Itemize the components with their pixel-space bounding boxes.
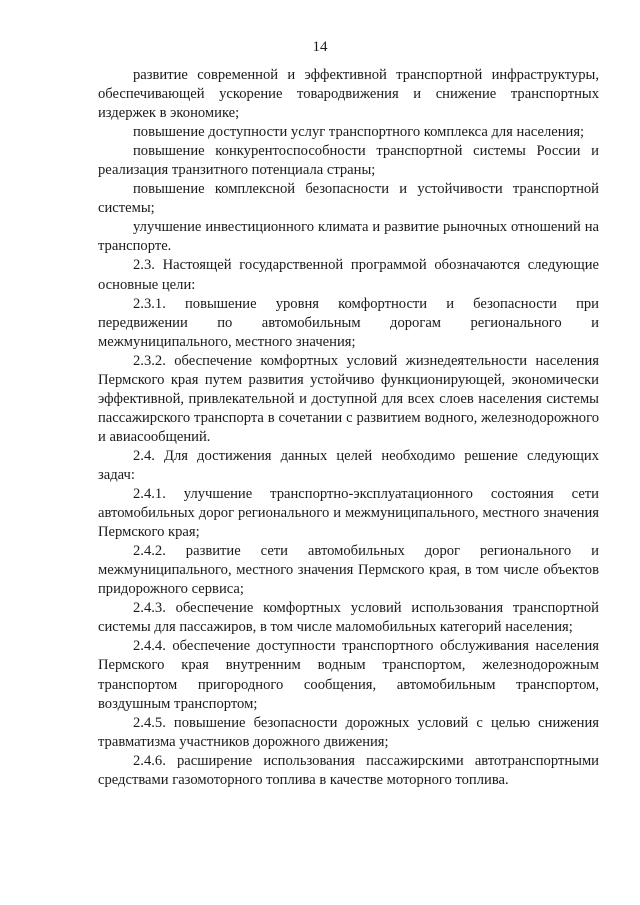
- page-number: 14: [312, 39, 328, 55]
- section-2-4: 2.4. Для достижения данных целей необходимо решение следующих задач:: [98, 447, 599, 483]
- item-2-3-1: 2.3.1. повышение уровня комфортности и безопасности при передвижении по автомобильным дорогам регионального и межмуниципального, местного значения;: [98, 295, 599, 350]
- item-2-4-1: 2.4.1. улучшение транспортно-эксплуатационного состояния сети автомобильных дорог регионального и межмуниципального, местного значения Пермского края;: [98, 486, 599, 541]
- item-2-4-3: 2.4.3. обеспечение комфортных условий использования транспортной системы для пассажиров, в том числе маломобильных категорий населения;: [98, 600, 599, 636]
- paragraph-goal-accessibility: повышение доступности услуг транспортного комплекса для населения;: [133, 124, 585, 141]
- paragraph-goal-competitiveness: повышение конкурентоспособности транспортной системы России и реализация транзитного потенциала страны;: [98, 143, 599, 179]
- document-body: [98, 66, 599, 790]
- paragraph-goal-infrastructure: развитие современной и эффективной транспортной инфраструктуры, обеспечивающей ускорение товародвижения и снижение транспортных издержек в экономике;: [98, 67, 599, 122]
- paragraph-goal-safety: повышение комплексной безопасности и устойчивости транспортной системы;: [98, 181, 599, 217]
- item-2-4-2: 2.4.2. развитие сети автомобильных дорог регионального и межмуниципального, местного значения Пермского края, в том числе объектов придорожного сервиса;: [98, 543, 599, 598]
- section-2-3: 2.3. Настоящей государственной программой обозначаются следующие основные цели:: [98, 257, 599, 293]
- item-2-4-6: 2.4.6. расширение использования пассажирскими автотранспортными средствами газомоторного топлива в качестве моторного топлива.: [98, 752, 599, 788]
- item-2-4-5: 2.4.5. повышение безопасности дорожных условий с целью снижения травматизма участников дорожного движения;: [98, 714, 599, 750]
- paragraph-goal-investment: улучшение инвестиционного климата и развитие рыночных отношений на транспорте.: [98, 219, 599, 255]
- item-2-3-2: 2.3.2. обеспечение комфортных условий жизнедеятельности населения Пермского края путем развития устойчиво функционирующей, экономически эффективной, привлекательной и доступной для всех слоев населения системы пассажирского транспорта в сочетании с развитием водного, железнодорожного и авиасообщений.: [98, 352, 599, 445]
- item-2-4-4: 2.4.4. обеспечение доступности транспортного обслуживания населения Пермского края внутренним водным транспортом, железнодорожным транспортом пригородного сообщения, автомобильным транспортом, воздушным транспортом;: [98, 638, 599, 712]
